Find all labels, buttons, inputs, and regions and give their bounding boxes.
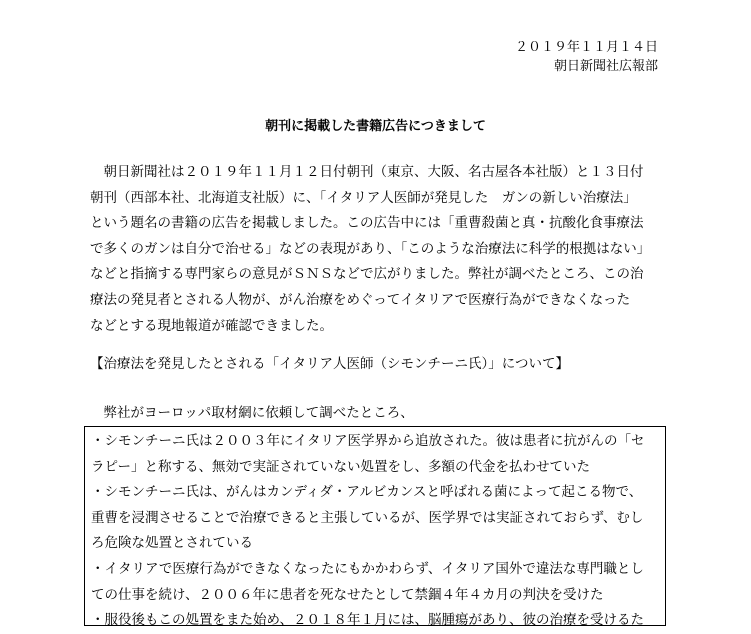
header-block [515,38,658,76]
issue-date: ２０１９年１１月１４日 [514,40,658,55]
section-heading: 【治療法を発見したとされる「イタリア人医師（シモンチーニ氏）」について】 [90,356,569,372]
box-line: ラピー」と称する、無効で実証されていない処置をし、多額の代金を払わせていた [91,458,590,475]
box-line: ・シモンチーニ氏は２００３年にイタリア医学界から追放された。彼は患者に抗がんの「セ [91,433,645,449]
body-line: 療法の発見者とされる人物が、がん治療をめぐってイタリアで医療行為ができなくなった [90,291,631,308]
box-line: ての仕事を続け、２００６年に患者を死なせたとして禁錮４年４カ月の判決を受けた [91,586,604,603]
body-line: という題名の書籍の広告を掲載しました。この広告中には「重曹殺菌と真・抗酸化食事療法 [90,215,644,232]
findings-box [84,426,666,629]
body-paragraph [90,160,670,339]
box-line: ・イタリアで医療行為ができなくなったにもかかわらず、イタリア国外で違法な専門職とし [91,560,644,577]
box-line: 重曹を浸潤させることで治療できると主張しているが、医学界では実証されておらず、むし [91,509,644,526]
intro-line: 弊社がヨーロッパ取材網に依頼して調べたところ、 [90,405,414,421]
body-line: 朝刊（西部本社、北海道支社版）に、「イタリア人医師が発見した ガンの新しい治療法」 [90,189,637,206]
body-line: で多くのガンは自分で治せる」などの表現があり、「このような治療法に科学的根拠はない」 [90,240,651,257]
body-line: などと指摘する専門家らの意見がＳＮＳなどで広がりました。弊社が調べたところ、この治 [90,266,644,283]
issuing-department: 朝日新聞社広報部 [553,59,658,74]
box-line: ・服役後もこの処置をまた始め、２０１８年１月には、脳腫瘍があり、彼の治療を受けるた [91,612,644,629]
body-line: 朝日新聞社は２０１９年１１月１２日付朝刊（東京、大阪、名古屋各本社版）と１３日付 [90,164,644,180]
box-line: ろ危険な処置とされている [91,535,253,552]
document-title: 朝刊に掲載した書籍広告につきまして [265,119,486,134]
box-line: ・シモンチーニ氏は、がんはカンディダ・アルビカンスと呼ばれる菌によって起こる物で、 [91,484,643,501]
body-line: などとする現地報道が確認できました。 [90,317,333,334]
